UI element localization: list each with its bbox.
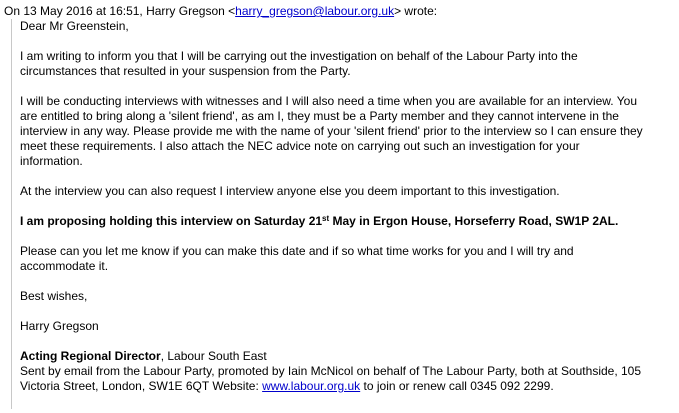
footer-text: to join or renew call 0345 092 2299. xyxy=(360,379,554,393)
job-title: Acting Regional Director xyxy=(20,349,161,363)
footer-line xyxy=(20,379,676,394)
paragraph-line: are entitled to bring along a 'silent friend', as am I, they must be a Party member and they cannot intervene in the xyxy=(20,109,619,123)
quoted-message xyxy=(11,19,676,409)
organisation: , Labour South East xyxy=(160,349,267,363)
paragraph-request: At the interview you can also request I interview anyone else you deem important to this investigation. xyxy=(20,184,560,198)
proposal-location: May in Ergon House, Horseferry Road, SW1P 2AL. xyxy=(329,214,619,228)
attribution-prefix: On 13 May 2016 at 16:51, Harry Gregson < xyxy=(4,4,236,18)
paragraph-line: information. xyxy=(20,154,83,168)
paragraph-investigation xyxy=(20,49,676,79)
attribution-suffix: > wrote: xyxy=(394,4,438,18)
ordinal-suffix: st xyxy=(322,214,330,223)
sender-name: Harry Gregson xyxy=(20,319,99,333)
sender-title xyxy=(20,349,676,364)
salutation: Dear Mr Greenstein, xyxy=(20,19,129,33)
paragraph-availability xyxy=(20,244,676,274)
sender-email-link[interactable]: harry_gregson@labour.org.uk xyxy=(235,4,395,18)
website-link[interactable]: www.labour.org.uk xyxy=(262,379,361,393)
paragraph-line: meet these requirements. I also attach the NEC advice note on carrying out such an investigation for your xyxy=(20,139,580,153)
paragraph-line: Please can you let me know if you can make this date and if so what time works for you and I will try and xyxy=(20,244,574,258)
paragraph-line: I will be conducting interviews with witnesses and I will also need a time when you are available for an interview. You xyxy=(20,94,638,108)
paragraph-line: accommodate it. xyxy=(20,259,109,273)
proposal-text: I am proposing holding this interview on Saturday 21 xyxy=(20,214,323,228)
quoted-message-body xyxy=(12,19,676,394)
footer-text: Victoria Street, London, SW1E 6QT Website: xyxy=(20,379,263,393)
paragraph-interviews xyxy=(20,94,676,169)
paragraph-proposed-date xyxy=(20,214,676,229)
quote-attribution xyxy=(4,4,437,19)
email-footer xyxy=(20,364,676,394)
paragraph-line: I am writing to inform you that I will be carrying out the investigation on behalf of the Labour Party into the xyxy=(20,49,578,63)
paragraph-line: interview in any way. Please provide me with the name of your 'silent friend' prior to the interview so I can ensure they xyxy=(20,124,643,138)
paragraph-line: circumstances that resulted in your suspension from the Party. xyxy=(20,64,351,78)
footer-line: Sent by email from the Labour Party, promoted by Iain McNicol on behalf of The Labour Party, both at Southside, 105 xyxy=(20,364,642,378)
signoff: Best wishes, xyxy=(20,289,88,303)
